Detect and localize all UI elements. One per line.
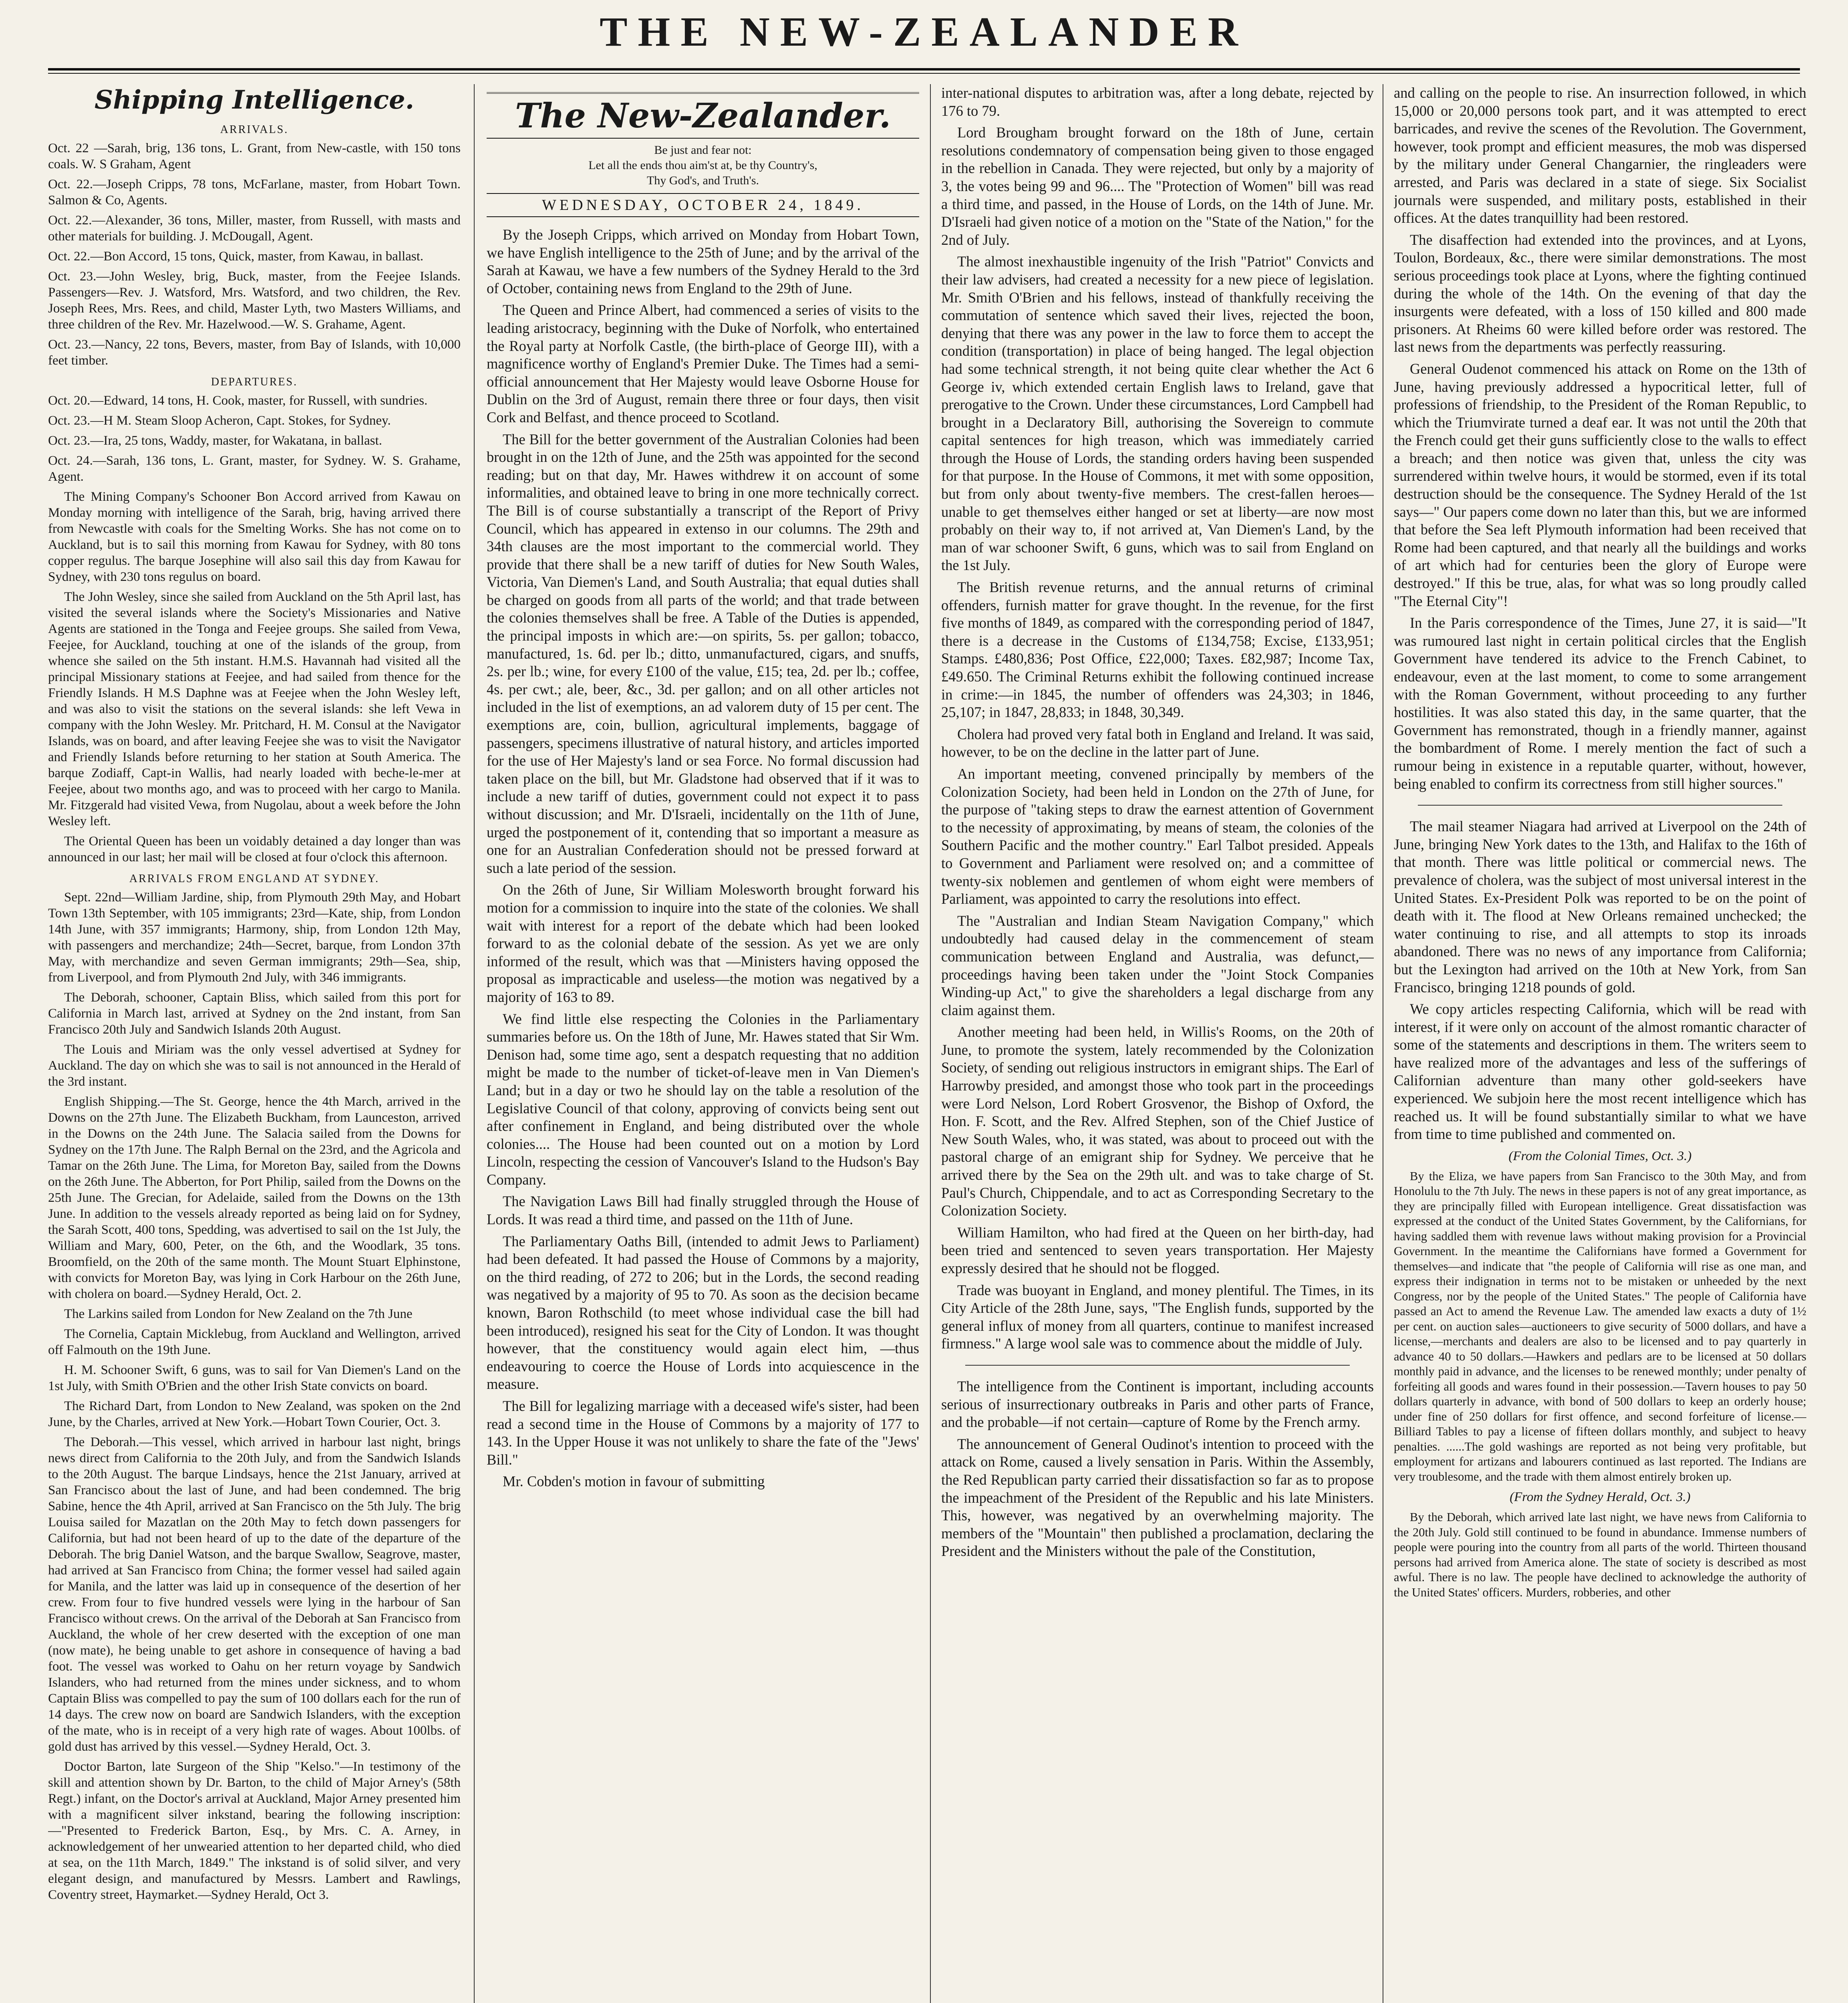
column-2 [487, 84, 919, 2003]
departures-list [48, 393, 461, 485]
list-item: Oct. 23.—John Wesley, brig, Buck, master, from the Feejee Islands. Passengers—Rev. J. Watsford, Mrs. Watsford, and two children, the Rev. Joseph Rees, Mrs. Rees, and child, Master Lyth, two Masters Williams, and three children of the Rev. Mr. Hazelwood.—W. S. Grahame, Agent. [48, 269, 461, 332]
paragraph: The Deborah.—This vessel, which arrived in harbour last night, brings news direct from California to the 20th July, and from the Sandwich Islands to the 20th August. The barque Lindsays, hence the 21st January, arrived at San Francisco about the last of June, and had been condemned. The brig Sabine, hence the 4th April, arrived at San Francisco on the 5th July. The brig Louisa sailed for Mazatlan on the 20th May to fetch down passengers for California, but had not been heard of up to the date of the departure of the Deborah. The brig Daniel Watson, and the barque Swallow, Seagrove, master, had arrived at San Francisco from China; the former vessel had sailed again for Manila, and the latter was laid up in consequence of the desertion of her crew. From four to five hundred vessels were lying in the harbour of San Francisco without crews. On the arrival of the Deborah at San Francisco from Auckland, the whole of her crew deserted with the exception of one man (now mate), he being unable to get ashore in consequence of having a bad foot. The vessel was worked to Oahu on her return voyage by Sandwich Islanders, who had returned from the mines under sickness, and to whom Captain Bliss was compelled to pay the sum of 100 dollars each for the run of 14 days. The crew now on board are Sandwich Islanders, with the exception of the mate, who is in receipt of a very high rate of wages. About 100lbs. of gold dust has arrived by this vessel.—Sydney Herald, Oct. 3. [48, 1435, 461, 1754]
paragraph: By the Joseph Cripps, which arrived on Monday from Hobart Town, we have English intelligence to the 25th of June; and by the arrival of the Sarah at Kawau, we have a few numbers of the Sydney Herald to the 3rd of October, containing news from England to the 29th of June. [487, 226, 919, 296]
motto-line: Let all the ends thou aim'st at, be thy Country's, [588, 159, 817, 172]
paragraph: The John Wesley, since she sailed from Auckland on the 5th April last, has visited the several islands where the Society's Missionaries and Native Agents are stationed in the Tonga and Feejee groups. She sailed from Vewa, Feejee, for Auckland, touching at one of the islands of the group, from whence she sailed on the 5th instant. H.M.S. Havannah had visited all the principal Missionary stations at Feejee, and had sailed from thence for the Friendly Islands. H M.S Daphne was at Feejee when the John Wesley left, and was also to visit the stations on the several islands: she left Vewa in company with the John Wesley. Mr. Pritchard, H. M. Consul at the Navigator Islands, was on board, and after leaving Feejee she was to visit the Navigator and Friendly Islands before returning to her station at South America. The barque Zodiaff, Capt-in Wallis, had nearly loaded with beche-le-mer at Feejee, about two months ago, and was to proceed with her cargo to Manila. Mr. Fitzgerald had visited Vewa, from Nugolau, about a week before the John Wesley left. [48, 590, 461, 828]
paragraph: The Richard Dart, from London to New Zealand, was spoken on the 2nd June, by the Charles, arrived at New York.—Hobart Town Courier, Oct. 3. [48, 1399, 461, 1429]
column-3 [941, 84, 1374, 2003]
column-divider [930, 84, 931, 2003]
masthead-rule [48, 68, 1800, 71]
divider [965, 1365, 1350, 1366]
list-item: Oct. 22 —Sarah, brig, 136 tons, L. Grant, from New-castle, with 150 tons coals. W. S Graham, Agent [48, 141, 461, 171]
paragraph: Doctor Barton, late Surgeon of the Ship "Kelso."—In testimony of the skill and attention shown by Dr. Barton, to the child of Major Arney's (58th Regt.) infant, on the Doctor's arrival at Auckland, Major Arney presented him with a magnificent silver inkstand, bearing the following inscription:—"Presented to Frederick Barton, Esq., by Mrs. C. A. Arney, in acknowledgement of her unwearied attention to her departed child, who died at sea, on the 11th March, 1849." The inkstand is of solid silver, and very elegant design, and manufactured by Messrs. Lambert and Rawlings, Coventry street, Haymarket.—Sydney Herald, Oct 3. [48, 1759, 461, 1902]
paragraph: English Shipping.—The St. George, hence the 4th March, arrived in the Downs on the 27th June. The Elizabeth Buckham, from Launceston, arrived in the Downs on the 24th June. The Salacia sailed from the Downs for Sydney on the 17th June. The Ralph Bernal on the 23rd, and the Agricola and Tamar on the 26th June. The Lima, for Moreton Bay, sailed from the Downs on the 26th June. The Abberton, for Port Philip, sailed from the Downs on the 25th June. The Grecian, for Adelaide, sailed from the Downs on the 13th June. In addition to the vessels already reported as being laid on for Sydney, the Sarah Scott, 400 tons, Spedding, was advertised to sail on the 1st July, the William and Mary, 600, Peter, on the 6th, and the Woodlark, 35 tons. Broomfield, on the 20th of the same month. The Mount Stuart Elphinstone, with convicts for Moreton Bay, was lying in Cork Harbour on the 26th June, with cholera on board.—Sydney Herald, Oct. 2. [48, 1094, 461, 1301]
paragraph: The Cornelia, Captain Micklebug, from Auckland and Wellington, arrived off Falmouth on the 19th June. [48, 1327, 461, 1357]
paragraph: In the Paris correspondence of the Times, June 27, it is said—"It was rumoured last night in certain political circles that the English Government have tendered its advice to the French Cabinet, to endeavour, even at the last moment, to come to some arrangement with the Roman Government, without proceeding to any further hostilities. It was also stated this day, in the same quarter, that the Government has remonstrated, though in a friendly manner, against the bombardment of Rome. I merely mention the fact of such a rumour being in existence in a reputable quarter, without, however, being enabled to confirm its correctness from still higher sources." [1394, 615, 1806, 792]
paragraph: The announcement of General Oudinot's intention to proceed with the attack on Rome, caused a lively sensation in Paris. Within the Assembly, the Red Republican party carried their dissatisfaction so far as to propose the impeachment of the President of the Republic and his late Ministers. This, however, was negatived by an overwhelming majority. The members of the "Mountain" then published a proclamation, declaring the President and the Ministers without the pale of the Constitution, [941, 1435, 1374, 1560]
paragraph: The disaffection had extended into the provinces, and at Lyons, Toulon, Bordeaux, &c., there were similar demonstrations. The most serious proceedings took place at Lyons, where the fighting continued during the whole of the 14th. On the evening of that day the insurgents were defeated, with a loss of 150 killed and 800 made prisoners. At Rheims 60 were killed before order was restored. The last news from the departments was perfectly reassuring. [1394, 231, 1806, 355]
citation: (From the Colonial Times, Oct. 3.) [1508, 1149, 1692, 1163]
paragraph: The Navigation Laws Bill had finally struggled through the House of Lords. It was read a third time, and passed on the 11th of June. [487, 1193, 919, 1228]
masthead-rule [48, 73, 1800, 74]
column-divider [474, 84, 475, 2003]
masthead [48, 4, 1800, 72]
arrivals-heading: ARRIVALS. [220, 123, 289, 136]
masthead-title: THE NEW-ZEALANDER [600, 9, 1248, 55]
paragraph: The mail steamer Niagara had arrived at Liverpool on the 24th of June, bringing New York dates to the 13th, and Halifax to the 16th of that month. There was little political or commercial news. The prevalence of cholera, was the subject of most universal interest in the United States. Ex-President Polk was reported to be on the point of death with it. The flood at New Orleans remained unchecked; the water continuing to rise, and all attempts to stop its inroads abandoned. There was no news of any importance from California; but the Lexington had arrived on the 10th at New York, from San Francisco, bringing 1218 pounds of gold. [1394, 818, 1806, 995]
list-item: Oct. 22.—Alexander, 36 tons, Miller, master, from Russell, with masts and other materials for building. J. McDougall, Agent. [48, 213, 461, 244]
sydney-notes [48, 889, 461, 1903]
paragraph: The Mining Company's Schooner Bon Accord arrived from Kawau on Monday morning with intelligence of the Sarah, brig, having arrived there from Newcastle with coals for the Smelting Works. She has not come on to Auckland, but is to sail this morning from Kawau for Sydney, with 80 tons copper regulus. The barque Josephine will also sail this day from Kawau for Sydney, with 230 tons regulus on board. [48, 490, 461, 584]
paragraph: William Hamilton, who had fired at the Queen on her birth-day, had been tried and sentenced to seven years transportation. Her Majesty expressly desired that he should not be flogged. [941, 1224, 1374, 1276]
motto-line: Be just and fear not: [654, 143, 752, 157]
paragraph: By the Deborah, which arrived late last night, we have news from California to the 20th July. Gold still continued to be found in abundance. Immense numbers of people were pouring into the country from all parts of the world. Thirteen thousand persons had arrived from America alone. The state of society is described as most awful. There is no law. The people have declined to acknowledge the authority of the United States' officers. Murders, robberies, and other [1394, 1510, 1806, 1599]
departures-heading: DEPARTURES. [211, 376, 298, 388]
paragraph: General Oudenot commenced his attack on Rome on the 13th of June, having previously addressed a hypocritical letter, full of professions of friendship, to the President of the Roman Republic, to which the Triumvirate turned a deaf ear. It was not until the 20th that the French could get their guns sufficiently close to the walls to effect a breach; and then notice was given that, unless the city was surrendered within twelve hours, it would be stormed, even if its total destruction should be the consequence. The Sydney Herald of the 1st says—" Our papers come down no later than this, but we are informed that before the Sea left Plymouth information had been received that Rome had been captured, and that nearly all the buildings and works of art which had for centuries been the glory of Europe were destroyed." If this be true, alas, for what was so long proudly called "The Eternal City"! [1394, 360, 1806, 609]
paragraph: Lord Brougham brought forward on the 18th of June, certain resolutions condemnatory of compensation being given to those engaged in the rebellion in Canada. They were rejected, but only by a majority of 3, the votes being 99 and 96.... The "Protection of Women" bill was read a third time, and passed, in the House of Lords, on the 14th of June. Mr. D'Israeli had given notice of a motion on the "State of the Nation," for the 2nd of July. [941, 124, 1374, 248]
column-4 [1394, 84, 1806, 2003]
paragraph: The Parliamentary Oaths Bill, (intended to admit Jews to Parliament) had been defeated. It had passed the House of Commons by a majority, on the third reading, of 272 to 206; but in the Lords, the second reading was negatived by a majority of 95 to 70. As soon as the decision became known, Baron Rothschild (to meet whose individual case the bill had been introduced), resigned his seat for the City of London. It was thought however, that the constituency would again elect him, —thus endeavouring to coerce the House of Lords into acquiescence in the measure. [487, 1233, 919, 1392]
paragraph: Mr. Cobden's motion in favour of submitting [503, 1473, 765, 1490]
paragraph: On the 26th of June, Sir William Molesworth brought forward his motion for a commission to inquire into the state of the colonies. We shall wait with interest for a report of the debate which had been looked forward to as the colonial debate of the session. As yet we are only informed of the result, which was that —Ministers having opposed the proposal as impracticable and useless—the motion was negatived by a majority of 163 to 89. [487, 881, 919, 1005]
list-item: Oct. 20.—Edward, 14 tons, H. Cook, master, for Russell, with sundries. [48, 393, 428, 408]
shipping-notes [48, 489, 461, 865]
paragraph: The Bill for legalizing marriage with a deceased wife's sister, had been read a second time in the House of Commons by a majority of 177 to 143. In the Upper House it was not unlikely to share the fate of the "Jews' Bill." [487, 1398, 919, 1468]
list-item: Oct. 23.—Nancy, 22 tons, Bevers, master, from Bay of Islands, with 10,000 feet timber. [48, 337, 461, 368]
list-item: Oct. 22.—Bon Accord, 15 tons, Quick, master, from Kawau, in ballast. [48, 249, 424, 264]
paragraph: The Louis and Miriam was the only vessel advertised at Sydney for Auckland. The day on which she was to sail is not announced in the Herald of the 3rd instant. [48, 1042, 461, 1089]
paragraph: and calling on the people to rise. An insurrection followed, in which 15,000 or 20,000 persons took part, and it was attempted to erect barricades, and revive the scenes of the Revolution. The Government, however, took prompt and efficient measures, the mob was dispersed by the military under General Changarnier, the ringleaders were arrested, and Paris was declared in a state of siege. Six Socialist journals were suspended, and military posts, established in their offices. At the dates tranquillity had been restored. [1394, 85, 1806, 226]
paragraph: The British revenue returns, and the annual returns of criminal offenders, furnish matter for grave thought. In the revenue, for the first five months of 1849, as compared with the corresponding period of 1847, there is a decrease in the Customs of £134,758; Excise, £133,951; Stamps. £480,836; Post Office, £22,000; Taxes. £82,987; Income Tax, £49.650. The Criminal Returns exhibit the following continued increase in crime:—in 1845, the number of offenders was 24,303; in 1846, 25,107; in 1847, 28,833; in 1848, 30,349. [941, 579, 1374, 721]
paragraph: The intelligence from the Continent is important, including accounts serious of insurrectionary outbreaks in Paris and other parts of France, and the probable—if not certain—capture of Rome by the French army. [941, 1378, 1374, 1431]
divider [1418, 805, 1782, 806]
paper-name: The New-Zealander. [487, 92, 919, 139]
dateline: WEDNESDAY, OCTOBER 24, 1849. [487, 193, 919, 217]
sydney-arrivals-heading: ARRIVALS FROM ENGLAND AT SYDNEY. [129, 873, 380, 885]
list-item: Oct. 23.—Ira, 25 tons, Waddy, master, for Wakatana, in ballast. [48, 433, 382, 448]
paragraph: We copy articles respecting California, which will be read with interest, if it were only on account of the almost romantic character of some of the statements and descriptions in them. The writers seem to have realized more of the advantages and less of the sufferings of Californian adventure than many other gold-seekers have experienced. We subjoin here the most recent intelligence which has reached us. It will be found substantially similar to what we have from time to time published and commented on. [1394, 1001, 1806, 1143]
paragraph: The Deborah, schooner, Captain Bliss, which sailed from this port for California in March last, arrived at Sydney on the 2nd instant, from San Francisco 20th July and Sandwich Islands 20th August. [48, 990, 461, 1037]
paragraph: Another meeting had been held, in Willis's Rooms, on the 20th of June, to promote the system, lately recommended by the Colonization Society, of sending out religious instructors in emigrant ships. The Earl of Harrowby presided, and amongst those who took part in the proceedings were Lord Nelson, Lord Robert Grosvenor, the Bishop of Oxford, the Hon. F. Scott, and the Rev. Alfred Stephen, son of the Chief Justice of New South Wales, who, it was stated, was about to proceed out with the pastoral charge of an emigrant ship for Sydney. We perceive that he arrived there by the Sea on the 29th ult. and was to take charge of St. Paul's Church, Chippendale, and to act as Corresponding Secretary to the Colonization Society. [941, 1024, 1374, 1219]
paragraph: We find little else respecting the Colonies in the Parliamentary summaries before us. On the 18th of June, Mr. Hawes stated that Sir Wm. Denison had, some time ago, sent a despatch requesting that no addition might be made to the number of ticket-of-leave men in Van Diemen's Land; but in a day or two he should lay on the table a resolution of the Legislative Council of that colony, approving of convicts being sent out after confinement in England, and being distributed over the whole colonies.... The House had been counted out on a motion by Lord Lincoln, respecting the cession of Vancouver's Island to the Hudson's Bay Company. [487, 1010, 919, 1188]
arrivals-list [48, 140, 461, 369]
list-item: Oct. 23.—H M. Steam Sloop Acheron, Capt. Stokes, for Sydney. [48, 413, 391, 428]
paragraph: The Oriental Queen has been un voidably detained a day longer than was announced in our last; her mail will be closed at four o'clock this afternoon. [48, 834, 461, 864]
paragraph: The Bill for the better government of the Australian Colonies had been brought in on the 12th of June, and the 25th was appointed for the second reading; but on that day, Mr. Hawes withdrew it on account of some informalities, and obtained leave to bring in one more technically correct. The Bill is of course substantially a transcript of the Report of Privy Council, which has appeared in extenso in our columns. The 29th and 34th clauses are the most important to the commercial world. They provide that there shall be a new tariff of duties for New South Wales, Victoria, Van Diemen's Land, and South Australia; that equal duties shall be charged on goods from all parts of the world; and that trade between the colonies themselves shall be free. A Table of the Duties is appended, the principal imposts in which are:—on spirits, 5s. per gallon; tobacco, manufactured, 1s. 6d. per lb.; ditto, unmanufactured, cigars, and snuffs, 2s. per lb.; wine, for every £100 of the value, £15; tea, 2d. per lb.; coffee, 4s. per cwt.; ale, beer, &c., 3d. per gallon; and on all other articles not included in the list of exemptions, an ad valorem duty of 15 per cent. The exemptions are, coin, bullion, agricultural implements, baggage of passengers, specimens illustrative of natural history, and articles imported for the use of Her Majesty's land or sea Force. No formal discussion had taken place on the bill, but Mr. Gladstone had observed that if it was to include a new tariff of duties, government could not expect it to pass without discussion; and Mr. D'Israeli, incidentally on the 11th of June, urged the postponement of it, contending that so important a measure as one for an Australian Confederation should not be pressed forward at such a late period of the session. [487, 431, 919, 876]
section-title-shipping: Shipping Intelligence. [94, 85, 415, 115]
paragraph: The almost inexhaustible ingenuity of the Irish "Patriot" Convicts and their law advisers, had created a necessity for a new piece of legislation. Mr. Smith O'Brien and his fellows, instead of thankfully receiving the commutation of sentence which saved their lives, rejected the boon, denying that there was any power in the law to force them to accept the condition (transportation) in place of being hanged. The legal objection had some technical strength, it not being quite clear whether the Act 6 George iv, which extended certain English laws to Ireland, gave that prerogative to the Crown. Under these circumstances, Lord Campbell had brought in a Declaratory Bill, authorising the Sovereign to commute capital sentences for high treason, which was immediately carried through the House of Lords, the standing orders having been suspended for that purpose. In the House of Commons, it met with some opposition, but from only about twenty-five members. The crest-fallen heroes—unable to get themselves either hanged or set at liberty—are now most probably on their way to, if not arrived at, Van Diemen's Land, by the man of war schooner Swift, 6 guns, which was to sail from England on the 1st July. [941, 253, 1374, 574]
paragraph: Trade was buoyant in England, and money plentiful. The Times, in its City Article of the 28th June, says, "The English funds, supported by the general influx of money from all quarters, continue to manifest increased firmness." A large wool sale was to commence about the middle of July. [941, 1282, 1374, 1352]
paragraph: The "Australian and Indian Steam Navigation Company," which undoubtedly had caused delay in the commencement of steam communication between England and Australia, was defunct,—proceedings having been taken under the "Joint Stock Companies Winding-up Act," to give the shareholders a legal discharge from any claim against them. [941, 912, 1374, 1018]
paragraph: By the Eliza, we have papers from San Francisco to the 30th May, and from Honolulu to the 7th July. The news in these papers is not of any great importance, as they are principally filled with European intelligence. Great dissatisfaction was expressed at the conduct of the United States Government, by the Californians, for having saddled them with revenue laws without making provision for a Provincial Government. In the meantime the Californians have formed a Government for themselves—and indicate that "the people of California will rise as one man, and express their indignation in terms not to be mistaken or unheeded by the next Congress, nor by the people of the United States." The people of California have passed an Act to amend the Revenue Law. The amended law exacts a duty of 1½ per cent. on auction sales—auctioneers to give security of 5000 dollars, and have a license,—merchants and dealers are also to be licensed and to pay quarterly in advance 40 to 50 dollars.—Hawkers and pedlars are to be licensed at 50 dollars monthly paid in advance, and the licenses to be renewed monthly; under penalty of forfeiting all goods and wares found in their possession.—Tavern houses to pay 50 dollars quarterly in advance, with bond of 500 dollars to keep an orderly house; under fine of 250 dollars for first offence, and second forfeiture of license.—Billiard Tables to pay a license of fifteen dollars monthly, and subject to heavy penalties. ......The gold washings are reported as not being very profitable, but employment for artizans and labourers continued as last reported. The Indians are very troublesome, and the trade with them almost entirely broken up. [1394, 1169, 1806, 1483]
paragraph: The Larkins sailed from London for New Zealand on the 7th June [64, 1307, 413, 1321]
paragraph: inter-national disputes to arbitration was, after a long debate, rejected by 176 to 79. [941, 85, 1374, 119]
paragraph: The Queen and Prince Albert, had commenced a series of visits to the leading aristocracy, beginning with the Duke of Norfolk, who entertained the Royal party at Norfolk Castle, (the birth-place of George III), with a magnificence worthy of England's Premier Duke. The Times had a semi-official announcement that Her Majesty would leave Osborne House for Dublin on the 3rd of August, remain there three or four days, then visit Cork and Belfast, and thence proceed to Scotland. [487, 302, 919, 425]
paragraph: Sept. 22nd—William Jardine, ship, from Plymouth 29th May, and Hobart Town 13th September, with 105 immigrants; 23rd—Kate, ship, from London 14th June, with 357 immigrants; Harmony, ship, from London 12th May, with passengers and merchandize; 24th—Secret, barque, from London 37th May, with merchandize and seven German immigrants; 29th—Sea, ship, from Liverpool, and from Plymouth 2nd July, with 346 immigrants. [48, 890, 461, 985]
column-1 [48, 84, 461, 2003]
list-item: Oct. 24.—Sarah, 136 tons, L. Grant, master, for Sydney. W. S. Grahame, Agent. [48, 453, 461, 484]
paragraph: H. M. Schooner Swift, 6 guns, was to sail for Van Diemen's Land on the 1st July, with Smith O'Brien and the other Irish State convicts on board. [48, 1363, 461, 1393]
motto-line: Thy God's, and Truth's. [646, 174, 759, 187]
citation: (From the Sydney Herald, Oct. 3.) [1510, 1490, 1691, 1505]
list-item: Oct. 22.—Joseph Cripps, 78 tons, McFarlane, master, from Hobart Town. Salmon & Co, Agents. [48, 177, 461, 208]
paragraph: Cholera had proved very fatal both in England and Ireland. It was said, however, to be on the decline in the latter part of June. [941, 725, 1374, 760]
paragraph: An important meeting, convened principally by members of the Colonization Society, had been held in London on the 27th of June, for the purpose of "taking steps to draw the earnest attention of Government to the necessity of approximating, by means of steam, the colonies of the Southern Pacific and the mother country." Earl Talbot presided. Appeals to Government and Parliament were resolved on; and a committee of twenty-six noblemen and gentlemen of whom eight were members of Parliament, was appointed to carry the resolutions into effect. [941, 765, 1374, 907]
